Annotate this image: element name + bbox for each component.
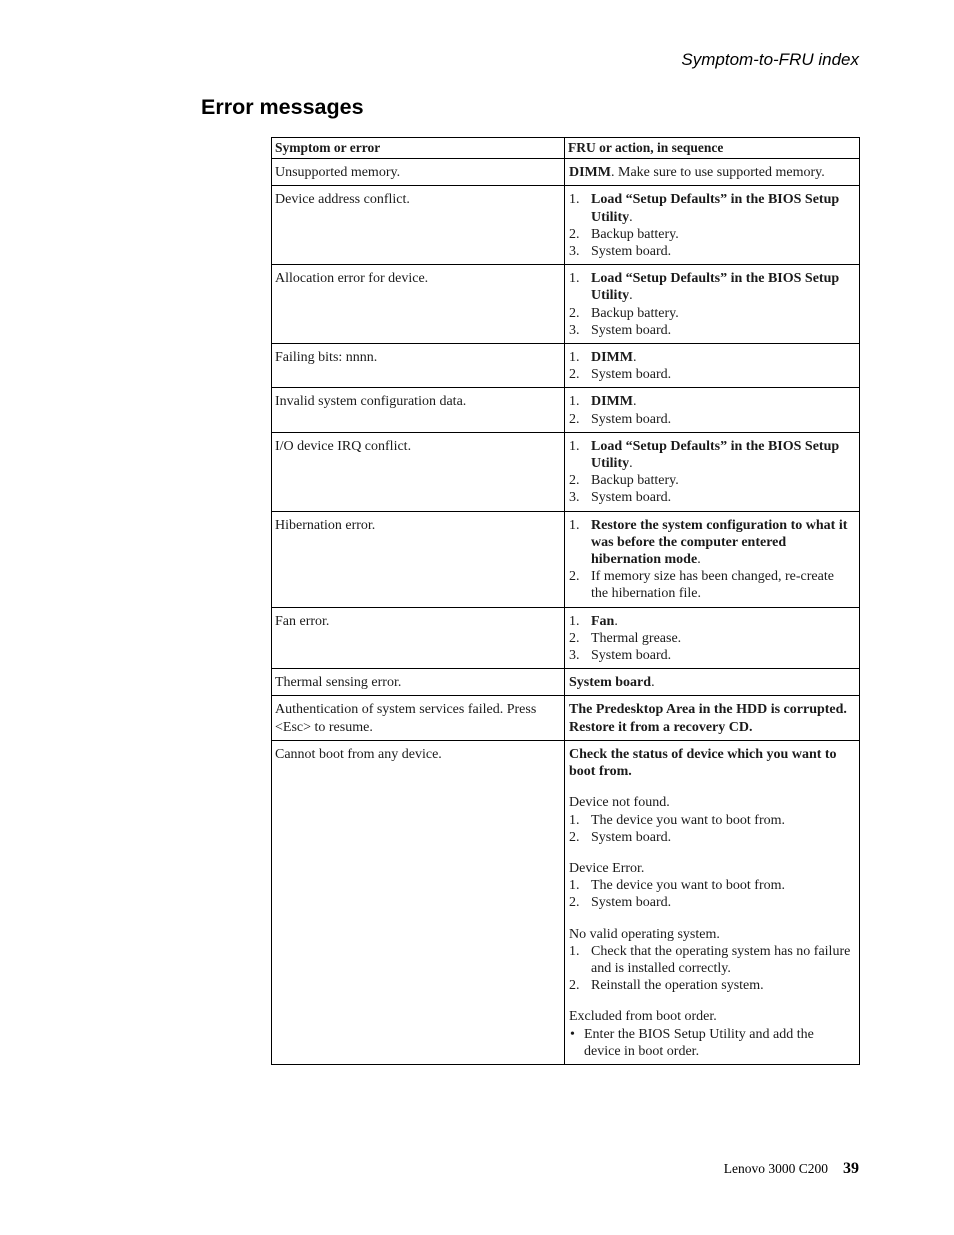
symptom-cell: Invalid system configuration data. <box>272 388 565 432</box>
action-steps <box>569 191 853 260</box>
step-bold: Restore the system configuration to what it was before the computer entered hibernation mode <box>591 517 848 568</box>
list-item <box>569 243 853 260</box>
step-text: Backup battery. <box>591 305 679 321</box>
symptom-cell: Device address conflict. <box>272 186 565 265</box>
step-bold: Fan <box>591 613 615 629</box>
step-number: 2. <box>569 305 580 321</box>
step-text: The device you want to boot from. <box>591 812 786 828</box>
action-steps <box>569 517 853 603</box>
action-steps <box>569 270 853 339</box>
action-cell <box>565 432 860 511</box>
step-text: . <box>629 456 633 472</box>
step-bold: Load “Setup Defaults” in the BIOS Setup Utility <box>591 438 840 472</box>
symptom-cell: Unsupported memory. <box>272 159 565 186</box>
action-bold: System board <box>569 675 652 691</box>
table-row <box>272 186 860 265</box>
boot-case-label: No valid operating system. <box>569 926 720 942</box>
list-item <box>569 393 853 410</box>
action-bold: DIMM <box>569 165 611 181</box>
step-number: 2. <box>569 367 580 383</box>
step-text: . <box>633 394 637 410</box>
action-cell <box>565 511 860 607</box>
step-text: System board. <box>591 648 672 664</box>
step-number: 2. <box>569 829 580 845</box>
boot-intro: Check the status of device which you want to boot from. <box>569 746 837 780</box>
symptom-cell: Fan error. <box>272 607 565 669</box>
step-text: Thermal grease. <box>591 630 682 646</box>
step-number: 2. <box>569 978 580 994</box>
list-item <box>569 472 853 489</box>
column-header-fru: FRU or action, in sequence <box>565 138 860 159</box>
step-number: 1. <box>569 192 580 208</box>
step-number: 3. <box>569 322 580 338</box>
step-text: System board. <box>591 367 672 383</box>
symptom-cell: Failing bits: nnnn. <box>272 344 565 388</box>
table-row <box>272 344 860 388</box>
table-row <box>272 432 860 511</box>
step-text: Reinstall the operation system. <box>591 978 764 994</box>
symptom-fru-table <box>271 137 860 1065</box>
symptom-cell: Allocation error for device. <box>272 265 565 344</box>
step-number: 1. <box>569 438 580 454</box>
table-row <box>272 669 860 696</box>
step-number: 1. <box>569 271 580 287</box>
action-steps <box>569 877 853 911</box>
step-number: 1. <box>569 613 580 629</box>
bullet-icon: • <box>570 1026 575 1042</box>
column-header-symptom: Symptom or error <box>272 138 565 159</box>
action-steps <box>569 943 853 995</box>
step-number: 2. <box>569 473 580 489</box>
action-cell <box>565 669 860 696</box>
action-steps <box>569 438 853 507</box>
page-number: 39 <box>843 1160 859 1177</box>
step-number: 3. <box>569 490 580 506</box>
step-text: . <box>633 350 637 366</box>
table-row <box>272 511 860 607</box>
list-item <box>569 438 853 472</box>
step-number: 1. <box>569 943 580 959</box>
list-item <box>569 568 853 602</box>
step-bold: Load “Setup Defaults” in the BIOS Setup Utility <box>591 192 840 225</box>
step-number: 2. <box>569 630 580 646</box>
action-cell <box>565 186 860 265</box>
list-item <box>569 322 853 339</box>
list-item <box>569 829 853 846</box>
step-number: 2. <box>569 895 580 911</box>
list-item <box>569 270 853 304</box>
step-text: System board. <box>591 322 672 338</box>
list-item <box>569 517 853 569</box>
boot-case-label: Device not found. <box>569 795 670 811</box>
list-item <box>569 1026 853 1060</box>
list-item <box>569 647 853 664</box>
action-cell <box>565 388 860 432</box>
list-item <box>569 411 853 428</box>
boot-case-label: Excluded from boot order. <box>569 1009 717 1025</box>
step-text: . <box>614 613 618 629</box>
section-title: Error messages <box>201 95 364 119</box>
table-row <box>272 696 860 740</box>
table-row <box>272 388 860 432</box>
list-item <box>569 349 853 366</box>
action-cell <box>565 344 860 388</box>
step-text: Backup battery. <box>591 226 679 242</box>
step-number: 2. <box>569 411 580 427</box>
symptom-cell: Cannot boot from any device. <box>272 740 565 1064</box>
list-item <box>569 489 853 506</box>
action-cell <box>565 740 860 1064</box>
footer-product: Lenovo 3000 C200 <box>723 1161 828 1176</box>
list-item <box>569 812 853 829</box>
step-bold: Load “Setup Defaults” in the BIOS Setup Utility <box>591 271 840 304</box>
step-text: If memory size has been changed, re-create the hibernation file. <box>591 569 834 602</box>
step-number: 2. <box>569 569 580 585</box>
table-header-row <box>272 138 860 159</box>
step-number: 3. <box>569 244 580 260</box>
step-number: 1. <box>569 350 580 366</box>
list-item <box>569 977 853 994</box>
action-steps <box>569 613 853 665</box>
symptom-cell: Authentication of system services failed. Press <Esc> to resume. <box>272 696 565 740</box>
list-item <box>569 894 853 911</box>
step-text: Backup battery. <box>591 473 679 489</box>
step-text: . <box>629 288 633 304</box>
action-steps <box>569 393 853 427</box>
step-text: . <box>697 552 701 568</box>
list-item <box>569 366 853 383</box>
symptom-cell: I/O device IRQ conflict. <box>272 432 565 511</box>
action-bold: The Predesktop Area in the HDD is corrupted. Restore it from a recovery CD. <box>569 702 847 735</box>
step-text: System board. <box>591 829 672 845</box>
page-footer <box>724 1160 859 1178</box>
step-text: Enter the BIOS Setup Utility and add the device in boot order. <box>584 1026 814 1059</box>
step-text: System board. <box>591 244 672 260</box>
step-text: The device you want to boot from. <box>591 878 786 894</box>
step-number: 1. <box>569 878 580 894</box>
action-steps <box>569 349 853 383</box>
action-steps <box>569 812 853 846</box>
step-text: System board. <box>591 411 672 427</box>
symptom-cell: Hibernation error. <box>272 511 565 607</box>
action-cell <box>565 265 860 344</box>
action-text: . <box>651 675 655 691</box>
list-item <box>569 877 853 894</box>
list-item <box>569 630 853 647</box>
table-row <box>272 265 860 344</box>
list-item <box>569 191 853 225</box>
action-bullets <box>569 1026 853 1060</box>
step-text: System board. <box>591 490 672 506</box>
action-cell <box>565 607 860 669</box>
step-number: 3. <box>569 648 580 664</box>
step-text: . <box>629 209 633 225</box>
step-number: 1. <box>569 517 580 533</box>
list-item <box>569 613 853 630</box>
list-item <box>569 305 853 322</box>
action-text: . Make sure to use supported memory. <box>611 165 825 181</box>
list-item <box>569 226 853 243</box>
symptom-cell: Thermal sensing error. <box>272 669 565 696</box>
action-cell <box>565 696 860 740</box>
list-item <box>569 943 853 977</box>
step-text: System board. <box>591 895 672 911</box>
action-cell <box>565 159 860 186</box>
table-row <box>272 740 860 1064</box>
step-number: 1. <box>569 812 580 828</box>
step-number: 1. <box>569 394 580 410</box>
step-number: 2. <box>569 226 580 242</box>
table-row <box>272 159 860 186</box>
step-text: Check that the operating system has no failure and is installed correctly. <box>591 943 851 976</box>
running-header: Symptom-to-FRU index <box>681 50 859 69</box>
step-bold: DIMM <box>591 394 633 410</box>
table-row <box>272 607 860 669</box>
boot-case-label: Device Error. <box>569 860 645 876</box>
step-bold: DIMM <box>591 350 633 366</box>
